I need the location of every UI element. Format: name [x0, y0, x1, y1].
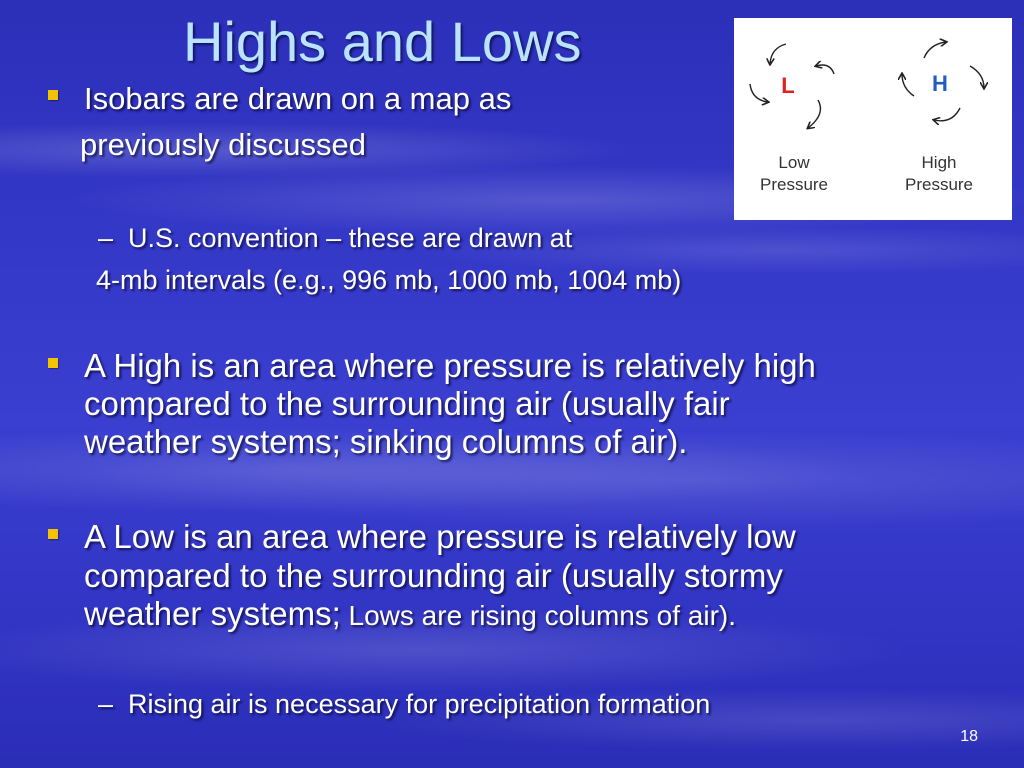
sub-bullet-1-line-2: 4-mb intervals (e.g., 996 mb, 1000 mb, 1004 mb) [96, 265, 682, 295]
bullet-1-line-1: Isobars are drawn on a map as [84, 81, 512, 116]
bullet-3-line-1: A Low is an area where pressure is relatively low [84, 518, 796, 555]
pressure-diagram-svg [734, 18, 1012, 220]
low-letter: L [781, 73, 795, 98]
high-label-line-2: Pressure [904, 175, 974, 194]
sub-bullet-1-line-1: U.S. convention – these are drawn at [128, 223, 573, 253]
bullet-3-line-2: compared to the surrounding air (usually stormy [84, 557, 783, 594]
bullet-2-line-3: weather systems; sinking columns of air). [84, 423, 688, 460]
bullet-3-line-3 [84, 595, 736, 634]
bullet-2-line-1: A High is an area where pressure is relatively high [84, 347, 816, 384]
high-letter: H [932, 71, 948, 96]
bullet-3-line-3-part-a: weather systems; [84, 595, 341, 632]
bullet-marker [48, 90, 58, 100]
slide-title: Highs and Lows [183, 10, 582, 73]
pressure-diagram [734, 18, 1012, 220]
sub-bullet-dash: – [98, 689, 114, 719]
bullet-2-line-2: compared to the surrounding air (usually fair [84, 385, 730, 422]
bullet-marker [48, 358, 58, 368]
low-label-line-1: Low [778, 153, 810, 172]
bullet-1-line-2: previously discussed [80, 127, 367, 162]
high-label-line-1: High [921, 153, 957, 172]
low-label-line-2: Pressure [759, 175, 829, 194]
slide-number: 18 [960, 728, 978, 745]
bullet-3-line-3-part-b: Lows are rising columns of air). [340, 600, 737, 631]
bullet-marker [48, 529, 58, 539]
sub-bullet-dash: – [98, 223, 114, 253]
sub-bullet-3-line-1: Rising air is necessary for precipitation formation [128, 689, 711, 719]
